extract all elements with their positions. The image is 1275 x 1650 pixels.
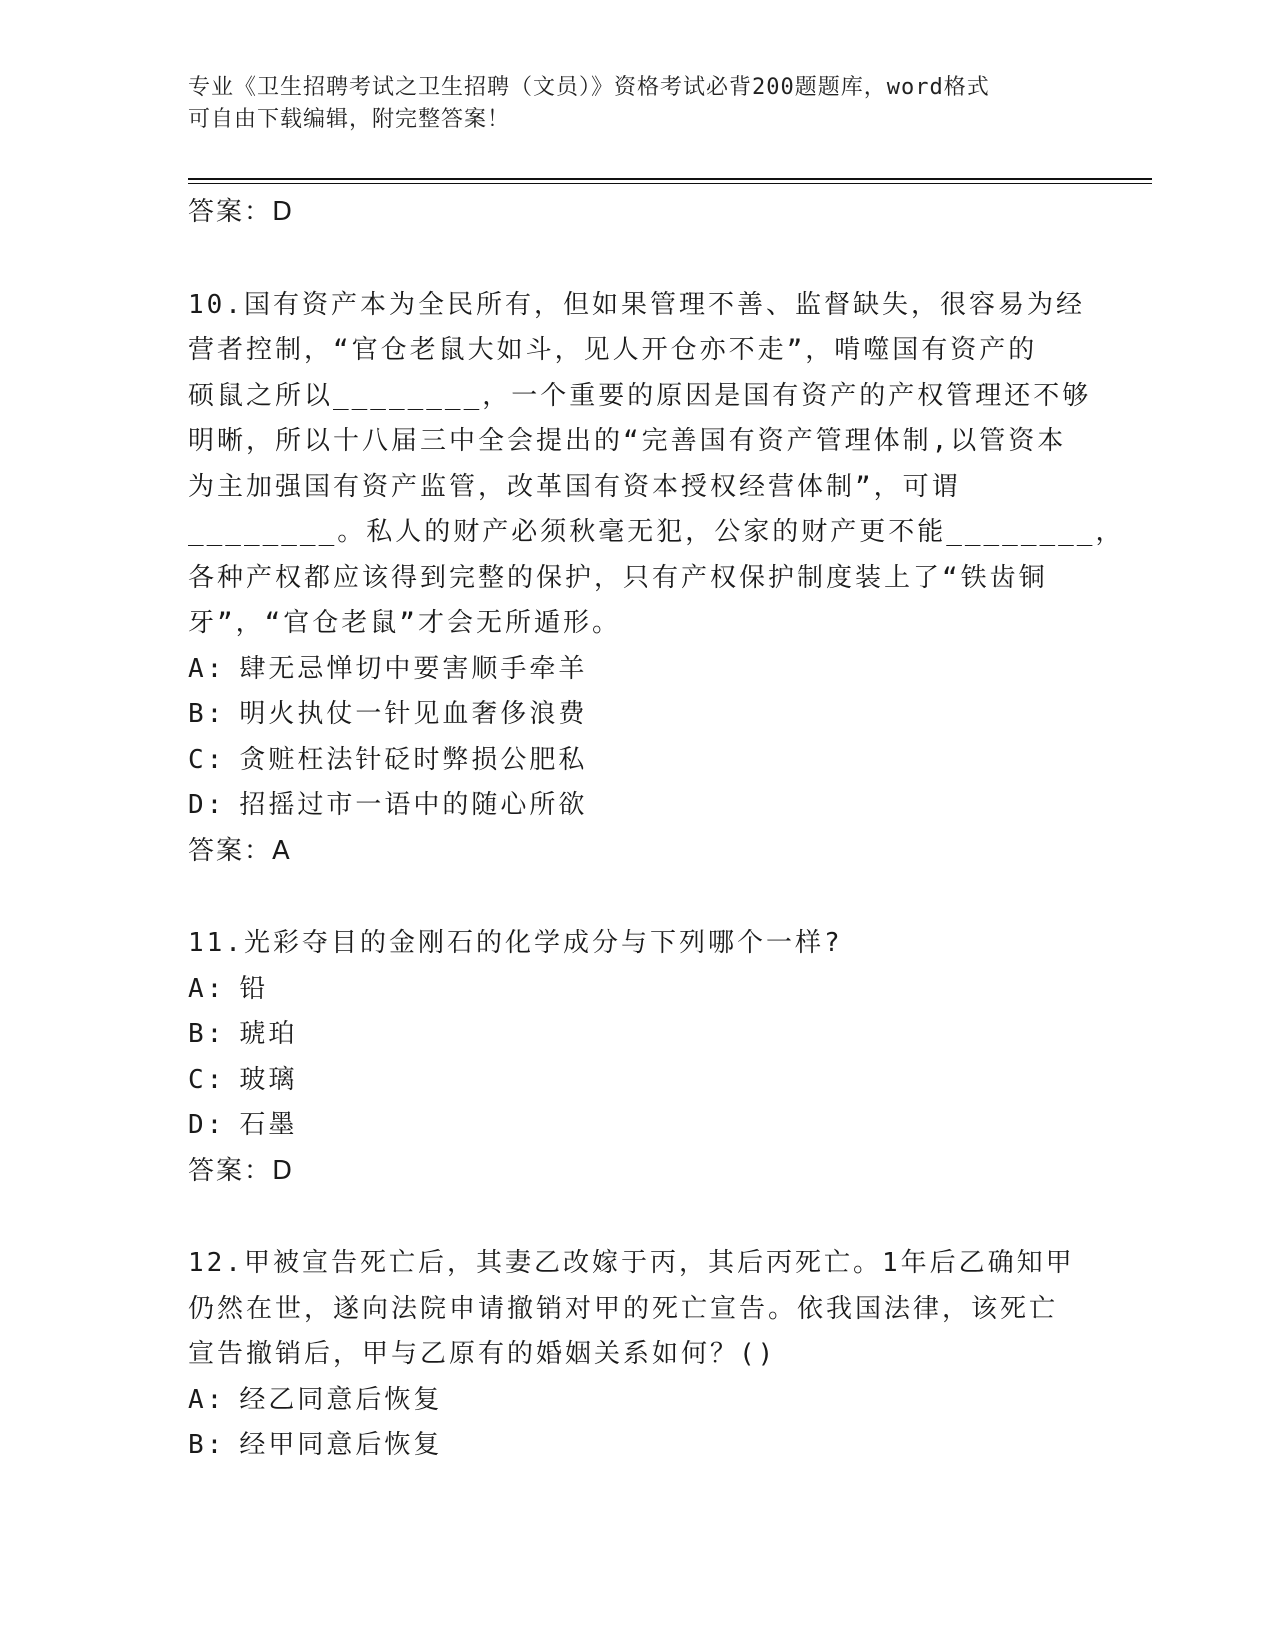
option-c — [188, 1058, 1088, 1104]
question-text-line: 11.光彩夺目的金刚石的化学成分与下列哪个一样? — [188, 928, 843, 958]
option-a — [188, 967, 1088, 1013]
option-label: C: — [188, 1064, 226, 1095]
option-b — [188, 692, 1088, 738]
option-label: A: — [188, 973, 226, 1004]
option-text: 肆无忌惮切中要害顺手牵羊 — [239, 653, 588, 684]
answer-11: 答案：D — [188, 1155, 295, 1186]
option-b — [188, 1012, 1088, 1058]
option-text: 招摇过市一语中的随心所欲 — [239, 790, 588, 820]
option-text: 琥珀 — [239, 1019, 298, 1049]
header-line-1: 专业《卫生招聘考试之卫生招聘（文员）》资格考试必背200题题库，word格式 — [188, 75, 990, 100]
question-12 — [188, 1241, 1088, 1469]
option-label: B: — [188, 1430, 226, 1460]
question-text-line: 明晰，所以十八届三中全会提出的“完善国有资产管理体制,以管资本 — [188, 426, 1067, 456]
question-text-line: 为主加强国有资产监管，改革国有资本授权经营体制”，可谓 — [188, 471, 961, 502]
question-11 — [188, 921, 1088, 1194]
option-a — [188, 1378, 1088, 1424]
option-label: B: — [188, 1019, 226, 1049]
question-text-line: 营者控制，“官仓老鼠大如斗，见人开仓亦不走”，啃噬国有资产的 — [188, 335, 1038, 365]
option-text: 贪赃枉法针砭时弊损公肥私 — [239, 744, 588, 775]
option-text: 明火执仗一针见血奢侈浪费 — [239, 699, 588, 729]
header-line-2: 可自由下载编辑，附完整答案！ — [188, 107, 511, 132]
option-label: A: — [188, 653, 226, 684]
option-c — [188, 738, 1088, 784]
option-label: C: — [188, 744, 226, 775]
question-list — [188, 190, 1125, 1469]
option-label: D: — [188, 790, 226, 820]
header-rule-thick — [188, 178, 1152, 180]
answer-9: 答案：D — [188, 197, 295, 227]
option-d — [188, 1103, 1088, 1149]
option-label: A: — [188, 1384, 226, 1415]
option-text: 铅 — [239, 973, 269, 1004]
option-d — [188, 783, 1088, 829]
question-text-line: 仍然在世，遂向法院申请撤销对甲的死亡宣告。依我国法律，该死亡 — [188, 1293, 1059, 1324]
question-text-line: 牙”，“官仓老鼠”才会无所遁形。 — [188, 608, 621, 638]
option-label: D: — [188, 1110, 226, 1140]
question-text-line: 宣告撤销后，甲与乙原有的婚姻关系如何？() — [188, 1339, 777, 1369]
option-a — [188, 647, 1088, 693]
option-text: 玻璃 — [239, 1064, 298, 1095]
header-rule-thin — [188, 183, 1152, 184]
option-b — [188, 1423, 1088, 1469]
option-text: 经乙同意后恢复 — [239, 1384, 443, 1415]
question-10 — [188, 283, 1125, 875]
question-text-line: ________。私人的财产必须秋毫无犯，公家的财产更不能________， — [188, 517, 1125, 547]
option-text: 经甲同意后恢复 — [239, 1430, 443, 1460]
question-text-line: 12.甲被宣告死亡后，其妻乙改嫁于丙，其后丙死亡。1年后乙确知甲 — [188, 1248, 1075, 1278]
question-text-line: 硕鼠之所以________，一个重要的原因是国有资产的产权管理还不够 — [188, 380, 1092, 411]
question-text-line: 各种产权都应该得到完整的保护，只有产权保护制度装上了“铁齿铜 — [188, 562, 1048, 593]
option-label: B: — [188, 699, 226, 729]
document-header — [188, 72, 1088, 136]
option-text: 石墨 — [239, 1110, 298, 1140]
answer-10: 答案：A — [188, 835, 292, 866]
question-text-line: 10.国有资产本为全民所有，但如果管理不善、监督缺失，很容易为经 — [188, 289, 1085, 320]
